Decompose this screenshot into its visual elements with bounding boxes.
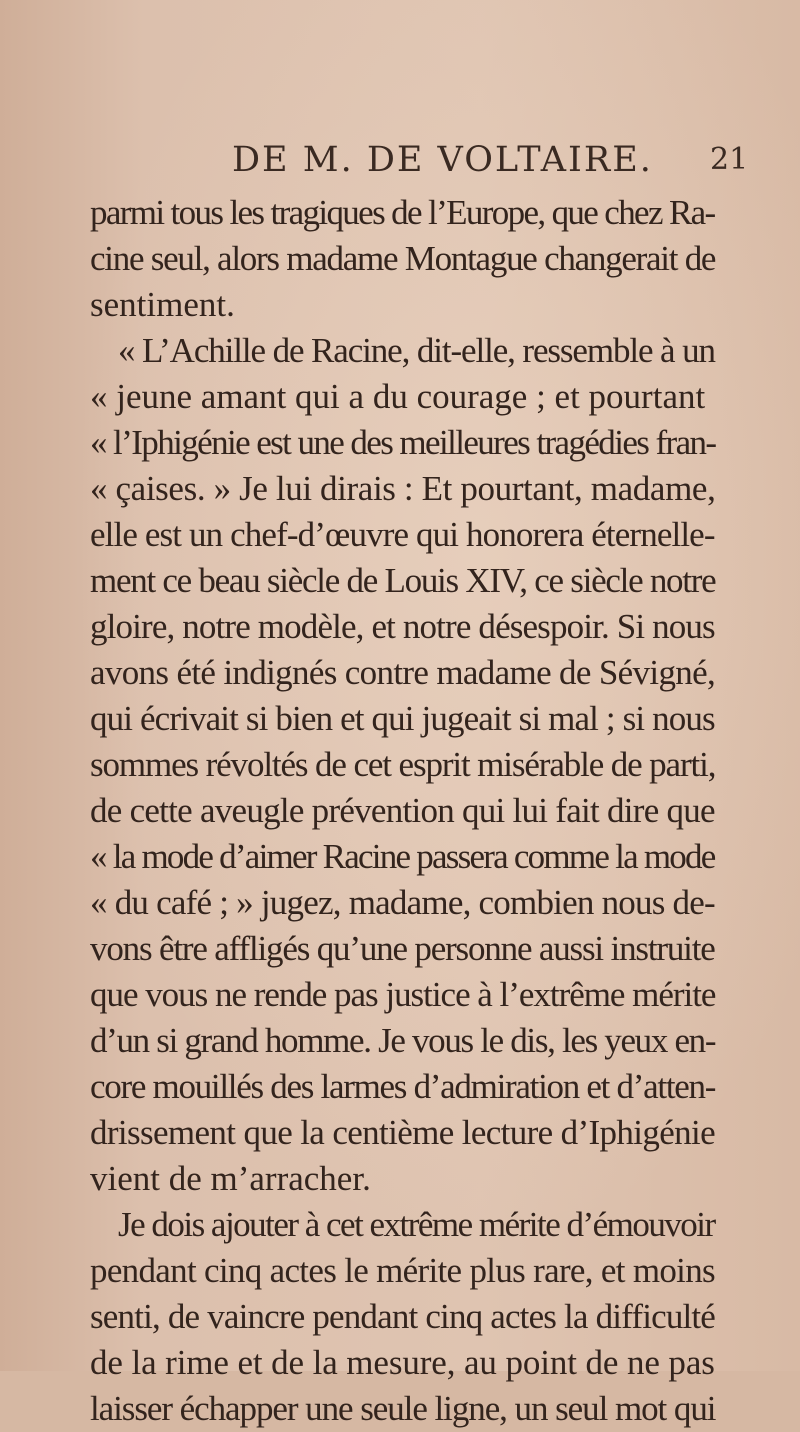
text-line: core mouillés des larmes d’admiration et d’atten- [90,1067,716,1106]
text-line: vient de m’arracher. [90,1159,371,1198]
text-line: pendant cinq actes le mérite plus rare, et moins [90,1251,715,1290]
text-line: laisser échapper une seule ligne, un seul mot qui [90,1389,716,1428]
text-line: sommes révoltés de cet esprit misérable de parti, [90,745,716,784]
text-line: avons été indignés contre madame de Sévigné, [90,653,716,692]
running-head: DE M. DE VOLTAIRE. [232,140,653,180]
page-header [0,140,800,190]
text-line: elle est un chef-d’œuvre qui honorera éternelle- [90,515,715,554]
text-line: que vous ne rende pas justice à l’extrême mérite [90,975,716,1014]
text-line: « du café ; » jugez, madame, combien nous de- [90,883,715,922]
text-line: vons être affligés qu’une personne aussi instruite [90,929,715,968]
text-line: d’un si grand homme. Je vous le dis, les yeux en- [90,1021,716,1060]
text-line: cine seul, alors madame Montague changerait de [90,239,716,278]
text-line: parmi tous les tragiques de l’Europe, que chez Ra- [90,193,715,232]
text-line: ment ce beau siècle de Louis XIV, ce siècle notre [90,561,716,600]
text-line: Je dois ajouter à cet extrême mérite d’émouvoir [118,1205,715,1244]
text-line: « l’Iphigénie est une des meilleures tragédies fran- [90,423,716,462]
text-line: « L’Achille de Racine, dit-elle, ressemble à un [118,331,715,370]
text-line: de cette aveugle prévention qui lui fait dire que [90,791,715,830]
text-line: « la mode d’aimer Racine passera comme la mode [90,837,715,876]
page-number: 21 [710,142,749,177]
text-line: drissement que la centième lecture d’Iphigénie [90,1113,716,1152]
text-line: gloire, notre modèle, et notre désespoir. Si nous [90,607,715,646]
text-line: sentiment. [90,285,235,324]
text-line: senti, de vaincre pendant cinq actes la difficulté [90,1297,716,1336]
text-line: « çaises. » Je lui dirais : Et pourtant, madame, [90,469,716,508]
text-line: qui écrivait si bien et qui jugeait si mal ; si nous [90,699,715,738]
text-line: « jeune amant qui a du courage ; et pourtant [90,377,706,416]
text-line: de la rime et de la mesure, au point de ne pas [90,1343,715,1382]
